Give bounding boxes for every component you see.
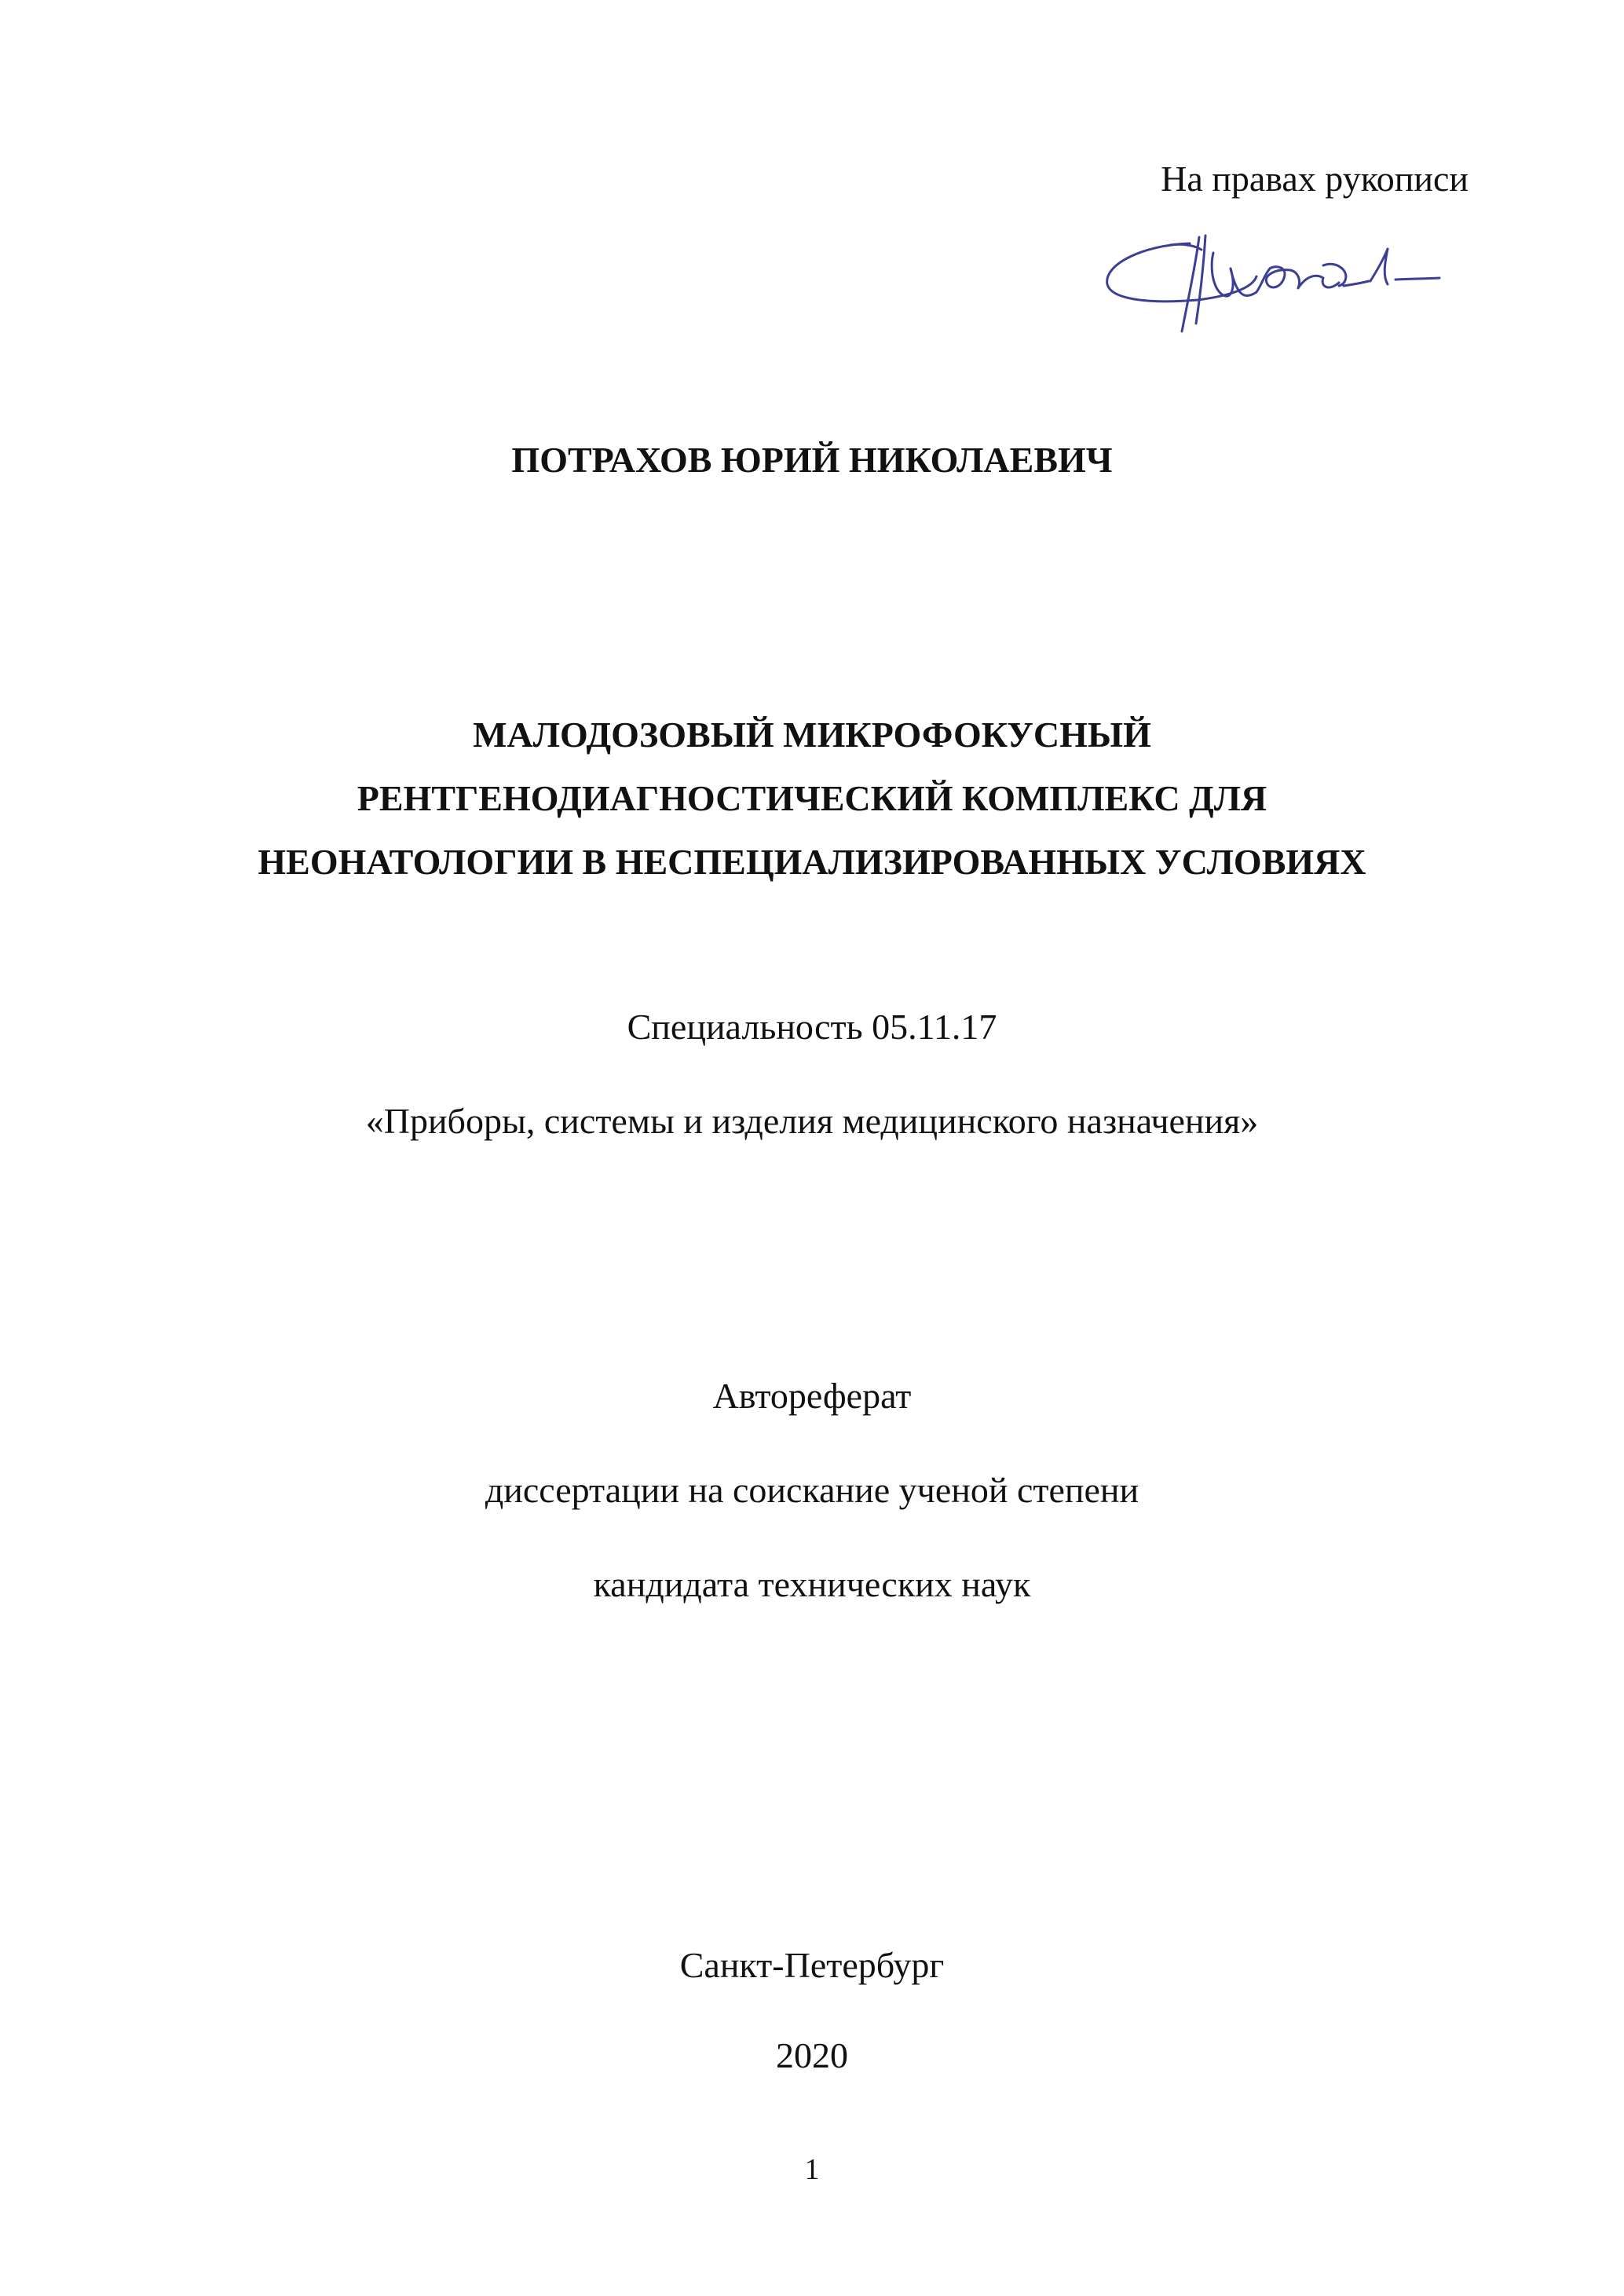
specialty-code: Специальность 05.11.17 <box>627 1007 997 1047</box>
document-type-line-3: кандидата технических наук <box>593 1564 1031 1604</box>
rights-note: На правах рукописи <box>1161 159 1469 199</box>
document-type-line-2: диссертации на соискание ученой степени <box>485 1470 1139 1510</box>
title-line-1: МАЛОДОЗОВЫЙ МИКРОФОКУСНЫЙ <box>473 715 1151 755</box>
title-line-2: РЕНТГЕНОДИАГНОСТИЧЕСКИЙ КОМПЛЕКС ДЛЯ <box>357 778 1267 818</box>
page-number: 1 <box>804 2153 820 2186</box>
year: 2020 <box>776 2035 848 2075</box>
specialty-name: «Приборы, системы и изделия медицинского назначения» <box>365 1101 1259 1141</box>
signature-icon <box>1095 221 1441 339</box>
city: Санкт-Петербург <box>679 1945 945 1985</box>
author-name: ПОТРАХОВ ЮРИЙ НИКОЛАЕВИЧ <box>511 440 1113 480</box>
title-line-3: НЕОНАТОЛОГИИ В НЕСПЕЦИАЛИЗИРОВАННЫХ УСЛОВИЯХ <box>258 842 1366 882</box>
document-type-label: Автореферат <box>712 1376 912 1416</box>
